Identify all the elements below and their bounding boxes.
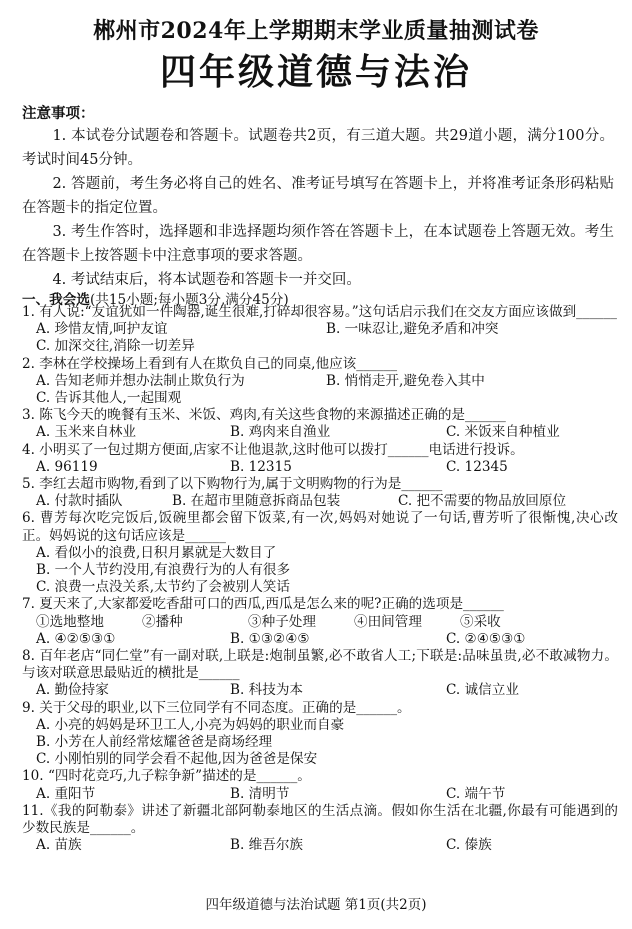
option-row: [22, 682, 618, 699]
option-a: A. 重阳节: [36, 785, 96, 802]
option-a: A. 告知老师并想办法制止欺负行为: [36, 372, 245, 389]
question-stem: 4. 小明买了一包过期方便面,店家不让他退款,这时他可以拨打______电话进行投诉。: [22, 441, 524, 458]
question: [22, 442, 618, 476]
question: [22, 476, 618, 510]
option-row: [22, 493, 618, 510]
option-row: [22, 321, 618, 338]
notice-body: [22, 124, 614, 292]
option-a: A. ④②⑤③①: [36, 630, 116, 647]
option-c: C. 浪费一点没关系,太节约了会被别人笑话: [36, 579, 290, 596]
option-row: [22, 424, 618, 441]
option-b: B. 鸡肉来自渔业: [230, 424, 331, 441]
option-a: A. 付款时插队: [36, 493, 123, 510]
part1-title: 一、我会选: [22, 292, 90, 308]
option-c: C. ②④⑤③①: [446, 630, 526, 647]
notice-heading: 注意事项：: [22, 105, 95, 122]
question-stem: 7. 夏天来了,大家都爱吃香甜可口的西瓜,西瓜是怎么来的呢?正确的选项是______: [22, 596, 504, 613]
option-a: A. 看似小的浪费,日积月累就是大数目了: [36, 544, 277, 561]
option-row: [22, 373, 618, 390]
option-c: C. 告诉其他人,一起围观: [36, 390, 182, 407]
exam-title-line1: 郴州市2024年上学期期末学业质量抽测试卷: [93, 18, 539, 44]
option-b: B. 一个人节约没用,有浪费行为的人有很多: [36, 562, 291, 579]
option-row: [22, 837, 618, 854]
question-stem: 1. 有人说:“友谊犹如一件陶器,诞生很难,打碎却很容易。”这句话启示我们在交友方面应该做到______: [22, 304, 617, 320]
page-footer: 四年级道德与法治试题 第1页(共2页): [205, 897, 427, 913]
option-b: B. 在超市里随意拆商品包装: [172, 493, 341, 510]
option-c: C. 小刚怕别的同学会看不起他,因为爸爸是保安: [36, 751, 318, 768]
option-c: C. 12345: [446, 458, 508, 475]
question-stem: 10. “四时花竞巧,九子粽争新”描述的是______。: [22, 768, 311, 785]
step-item: ⑤采收: [460, 613, 501, 630]
step-row: [22, 614, 618, 631]
question: [22, 648, 618, 700]
option-b: B. 一味忍让,避免矛盾和冲突: [326, 321, 499, 338]
option-c: C. 端午节: [446, 785, 506, 802]
step-item: ①选地整地: [36, 613, 104, 630]
option-a: A. 珍惜友情,呵护友谊: [36, 321, 168, 338]
option-b: B. 悄悄走开,避免卷入其中: [326, 372, 485, 389]
notice-item: 4. 考试结束后，将本试题卷和答题卡一并交回。: [52, 272, 361, 288]
question-stem: 8. 百年老店“同仁堂”有一副对联,上联是:炮制虽繁,必不敢省人工;下联是:品味虽贵,必不敢减物力。与该对联意思最贴近的横批是______: [22, 648, 618, 682]
step-item: ④田间管理: [354, 613, 422, 630]
question: [22, 596, 618, 648]
option-b: B. ①③②④⑤: [230, 630, 310, 647]
notice-item: 1. 本试卷分试题卷和答题卡。试题卷共2页，有三道大题。共29道小题，满分100分。考试时间45分钟。: [22, 128, 614, 168]
question: [22, 304, 618, 356]
option-b: B. 维吾尔族: [230, 837, 304, 854]
option-b: B. 科技为本: [230, 682, 304, 699]
option-c: C. 米饭来自种植业: [446, 424, 560, 441]
question: [22, 700, 618, 769]
part1-score-note: (共15小题;每小题3分,满分45分): [89, 292, 289, 308]
step-item: ②播种: [142, 613, 183, 630]
option-b: B. 12315: [230, 458, 292, 475]
question: [22, 356, 618, 408]
option-a: A. 玉米来自林业: [36, 424, 137, 441]
option-a: A. 小亮的妈妈是环卫工人,小亮为妈妈的职业而自豪: [36, 716, 345, 733]
option-row: [22, 786, 618, 803]
question-stem: 3. 陈飞今天的晚餐有玉米、米饭、鸡肉,有关这些食物的来源描述正确的是______: [22, 407, 506, 424]
step-item: ③种子处理: [248, 613, 316, 630]
option-b: B. 清明节: [230, 785, 290, 802]
option-a: A. 96119: [36, 458, 98, 475]
exam-title-line2: 四年级道德与法治: [159, 51, 472, 93]
question-stem: 2. 李林在学校操场上看到有人在欺负自己的同桌,他应该______: [22, 355, 398, 372]
question: [22, 803, 618, 855]
notice-item: 2. 答题前，考生务必将自己的姓名、准考证号填写在答题卡上，并将准考证条形码粘贴在答题卡的指定位置。: [22, 176, 614, 216]
option-b: B. 小芳在人前经常炫耀爸爸是商场经理: [36, 734, 273, 751]
notice-item: 3. 考生作答时，选择题和非选择题均须作答在答题卡上，在本试题卷上答题无效。考生在答题卡上按答题卡中注意事项的要求答题。: [22, 224, 614, 264]
question: [22, 510, 618, 596]
option-a: A. 苗族: [36, 837, 82, 854]
question-stem: 9. 关于父母的职业,以下三位同学有不同态度。正确的是______。: [22, 699, 411, 716]
question: [22, 768, 618, 802]
option-c: C. 诚信立业: [446, 682, 519, 699]
option-c: C. 傣族: [446, 837, 492, 854]
question: [22, 407, 618, 441]
question-stem: 6. 曹芳每次吃完饭后,饭碗里都会留下饭菜,有一次,妈妈对她说了一句话,曹芳听了很惭愧,决心改正。妈妈说的这句话应该是______: [22, 510, 618, 544]
option-c: C. 加深交往,消除一切差异: [36, 338, 195, 355]
option-a: A. 勤俭持家: [36, 682, 109, 699]
question-stem: 11.《我的阿勒泰》讲述了新疆北部阿勒泰地区的生活点滴。假如你生活在北疆,你最有可能遇到的少数民族是______。: [22, 802, 618, 837]
option-row: [22, 459, 618, 476]
option-c: C. 把不需要的物品放回原位: [398, 493, 567, 510]
part1-questions: [22, 304, 618, 855]
option-row: [22, 631, 618, 648]
question-stem: 5. 李红去超市购物,看到了以下购物行为,属于文明购物的行为是______: [22, 476, 443, 493]
